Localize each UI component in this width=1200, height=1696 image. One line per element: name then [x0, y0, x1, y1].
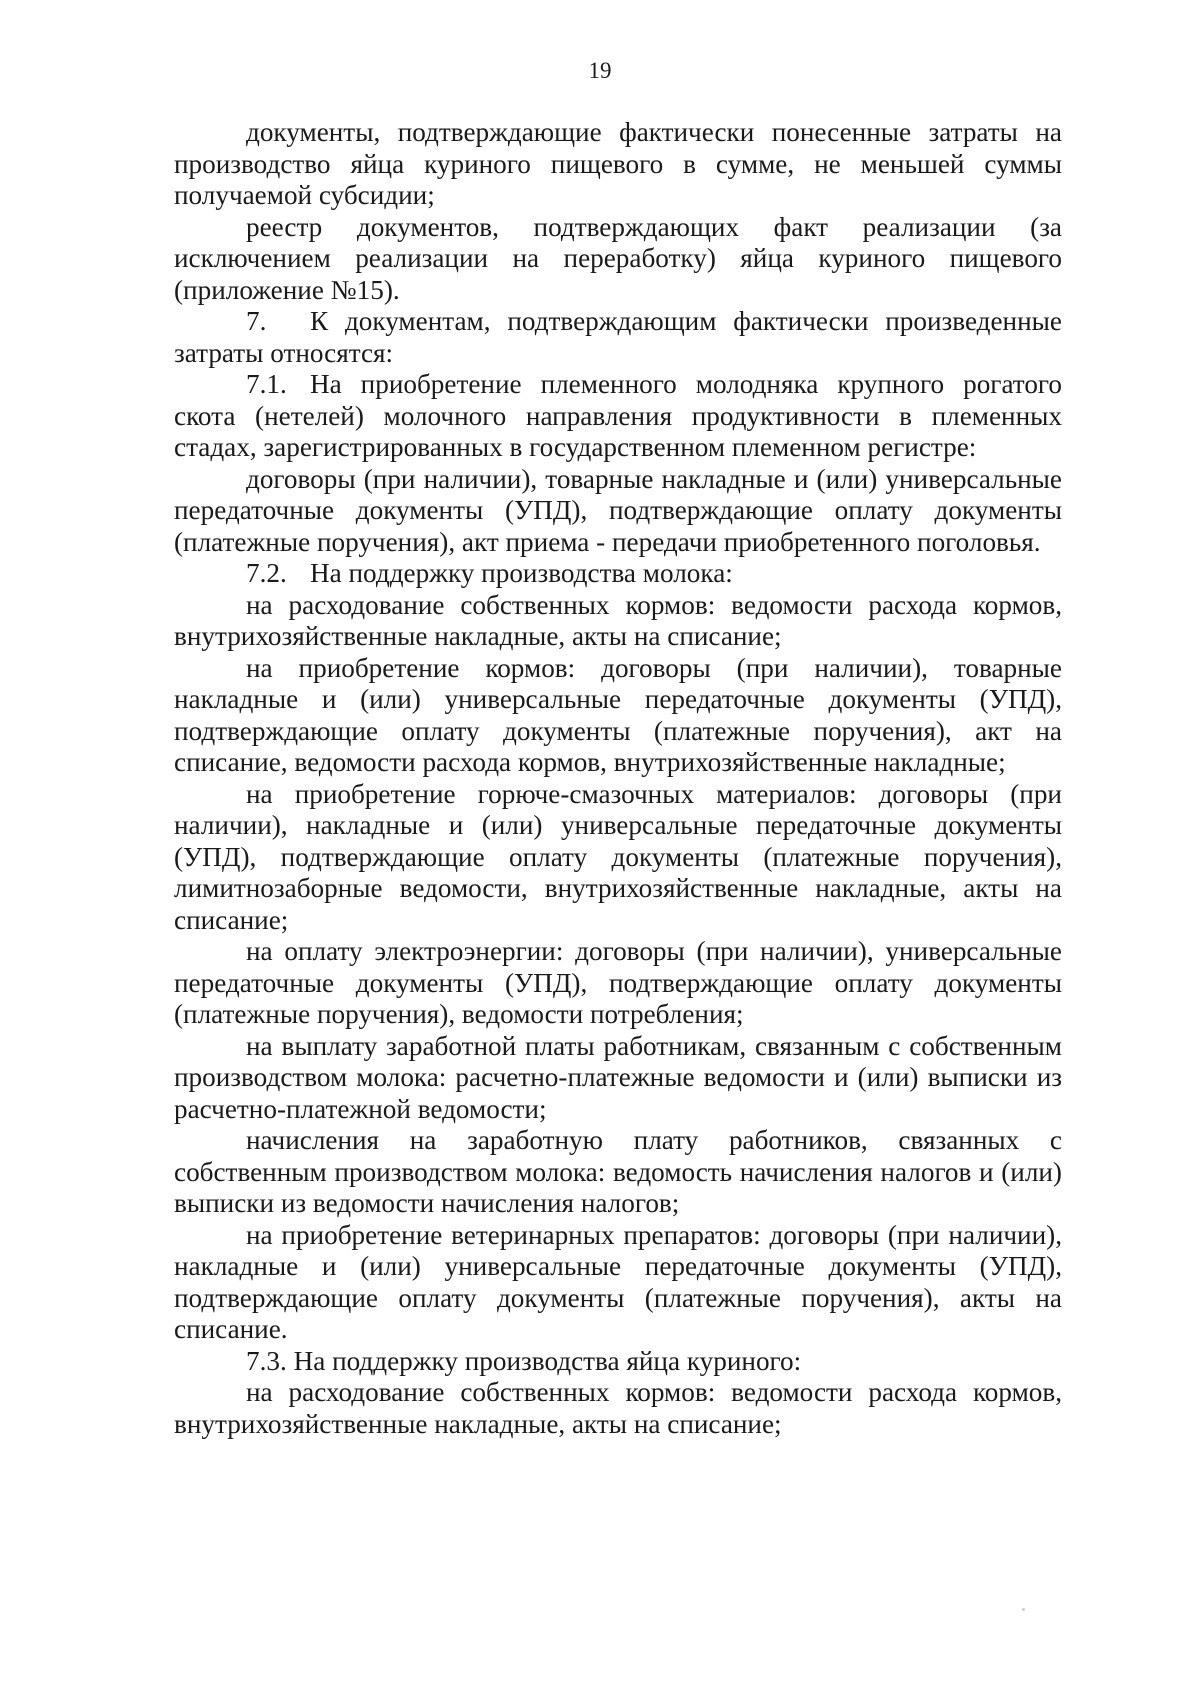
section-number: 7.2.	[246, 558, 287, 588]
section-text: К документам, подтверждающим фактически произведенные затраты относятся:	[174, 306, 1062, 368]
paragraph-wage-accruals: начисления на заработную плату работников, связанных с собственным производством молока: ведомость начисления налогов и (или) выписки из ведомости начисления налогов;	[174, 1125, 1062, 1218]
paragraph-section-7	[174, 306, 1062, 369]
section-text: На поддержку производства молока:	[310, 558, 733, 588]
page-number: 19	[588, 58, 612, 83]
paragraph-breeding-documents: договоры (при наличии), товарные накладные и (или) универсальные передаточные документы (УПД), подтверждающие оплату документы (платежные поручения), акт приема - передачи приобретенного поголовья.	[174, 463, 1062, 557]
paragraph-section-7-1	[174, 369, 1062, 464]
paragraph-own-feed: на расходование собственных кормов: ведомости расхода кормов, внутрихозяйственные накладные, акты на списание;	[174, 589, 1062, 651]
paragraph-fuel-lubricants: на приобретение горюче-смазочных материалов: договоры (при наличии), накладные и (или) универсальные передаточные документы (УПД), подтверждающие оплату документы (платежные поручения), лимитнозаборные ведомости, внутрихозяйственные накладные, акты на списание;	[174, 778, 1062, 935]
paragraph-feed-purchase: на приобретение кормов: договоры (при наличии), товарные накладные и (или) универсальные передаточные документы (УПД), подтверждающие оплату документы (платежные поручения), акт на списание, ведомости расхода кормов, внутрихозяйственные накладные;	[174, 652, 1062, 777]
scan-speck	[1022, 1608, 1025, 1611]
section-text: На приобретение племенного молодняка крупного рогатого скота (нетелей) молочного направления продуктивности в племенных стадах, зарегистрированных в государственном племенном регистре:	[174, 369, 1062, 462]
paragraph-documents-costs: документы, подтверждающие фактически понесенные затраты на производство яйца куриного пищевого в сумме, не меньшей суммы получаемой субсидии;	[174, 117, 1062, 210]
paragraph-wages: на выплату заработной платы работникам, связанным с собственным производством молока: расчетно-платежные ведомости и (или) выписки из расчетно-платежной ведомости;	[174, 1030, 1062, 1124]
paragraph-section-7-2	[174, 558, 1062, 590]
paragraph-section-7-3: 7.3. На поддержку производства яйца куриного:	[246, 1345, 802, 1376]
document-body	[174, 117, 1062, 1440]
paragraph-electricity: на оплату электроэнергии: договоры (при наличии), универсальные передаточные документы (УПД), подтверждающие оплату документы (платежные поручения), ведомости потребления;	[174, 936, 1062, 1029]
paragraph-veterinary: на приобретение ветеринарных препаратов: договоры (при наличии), накладные и (или) универсальные передаточные документы (УПД), подтверждающие оплату документы (платежные поручения), акты на списание.	[174, 1219, 1062, 1344]
section-number: 7.	[246, 306, 267, 336]
paragraph-sales-registry: реестр документов, подтверждающих факт реализации (за исключением реализации на переработку) яйца куриного пищевого (приложение №15).	[174, 211, 1062, 305]
paragraph-egg-own-feed: на расходование собственных кормов: ведомости расхода кормов, внутрихозяйственные накладные, акты на списание;	[174, 1377, 1062, 1439]
section-number: 7.1.	[246, 369, 287, 399]
